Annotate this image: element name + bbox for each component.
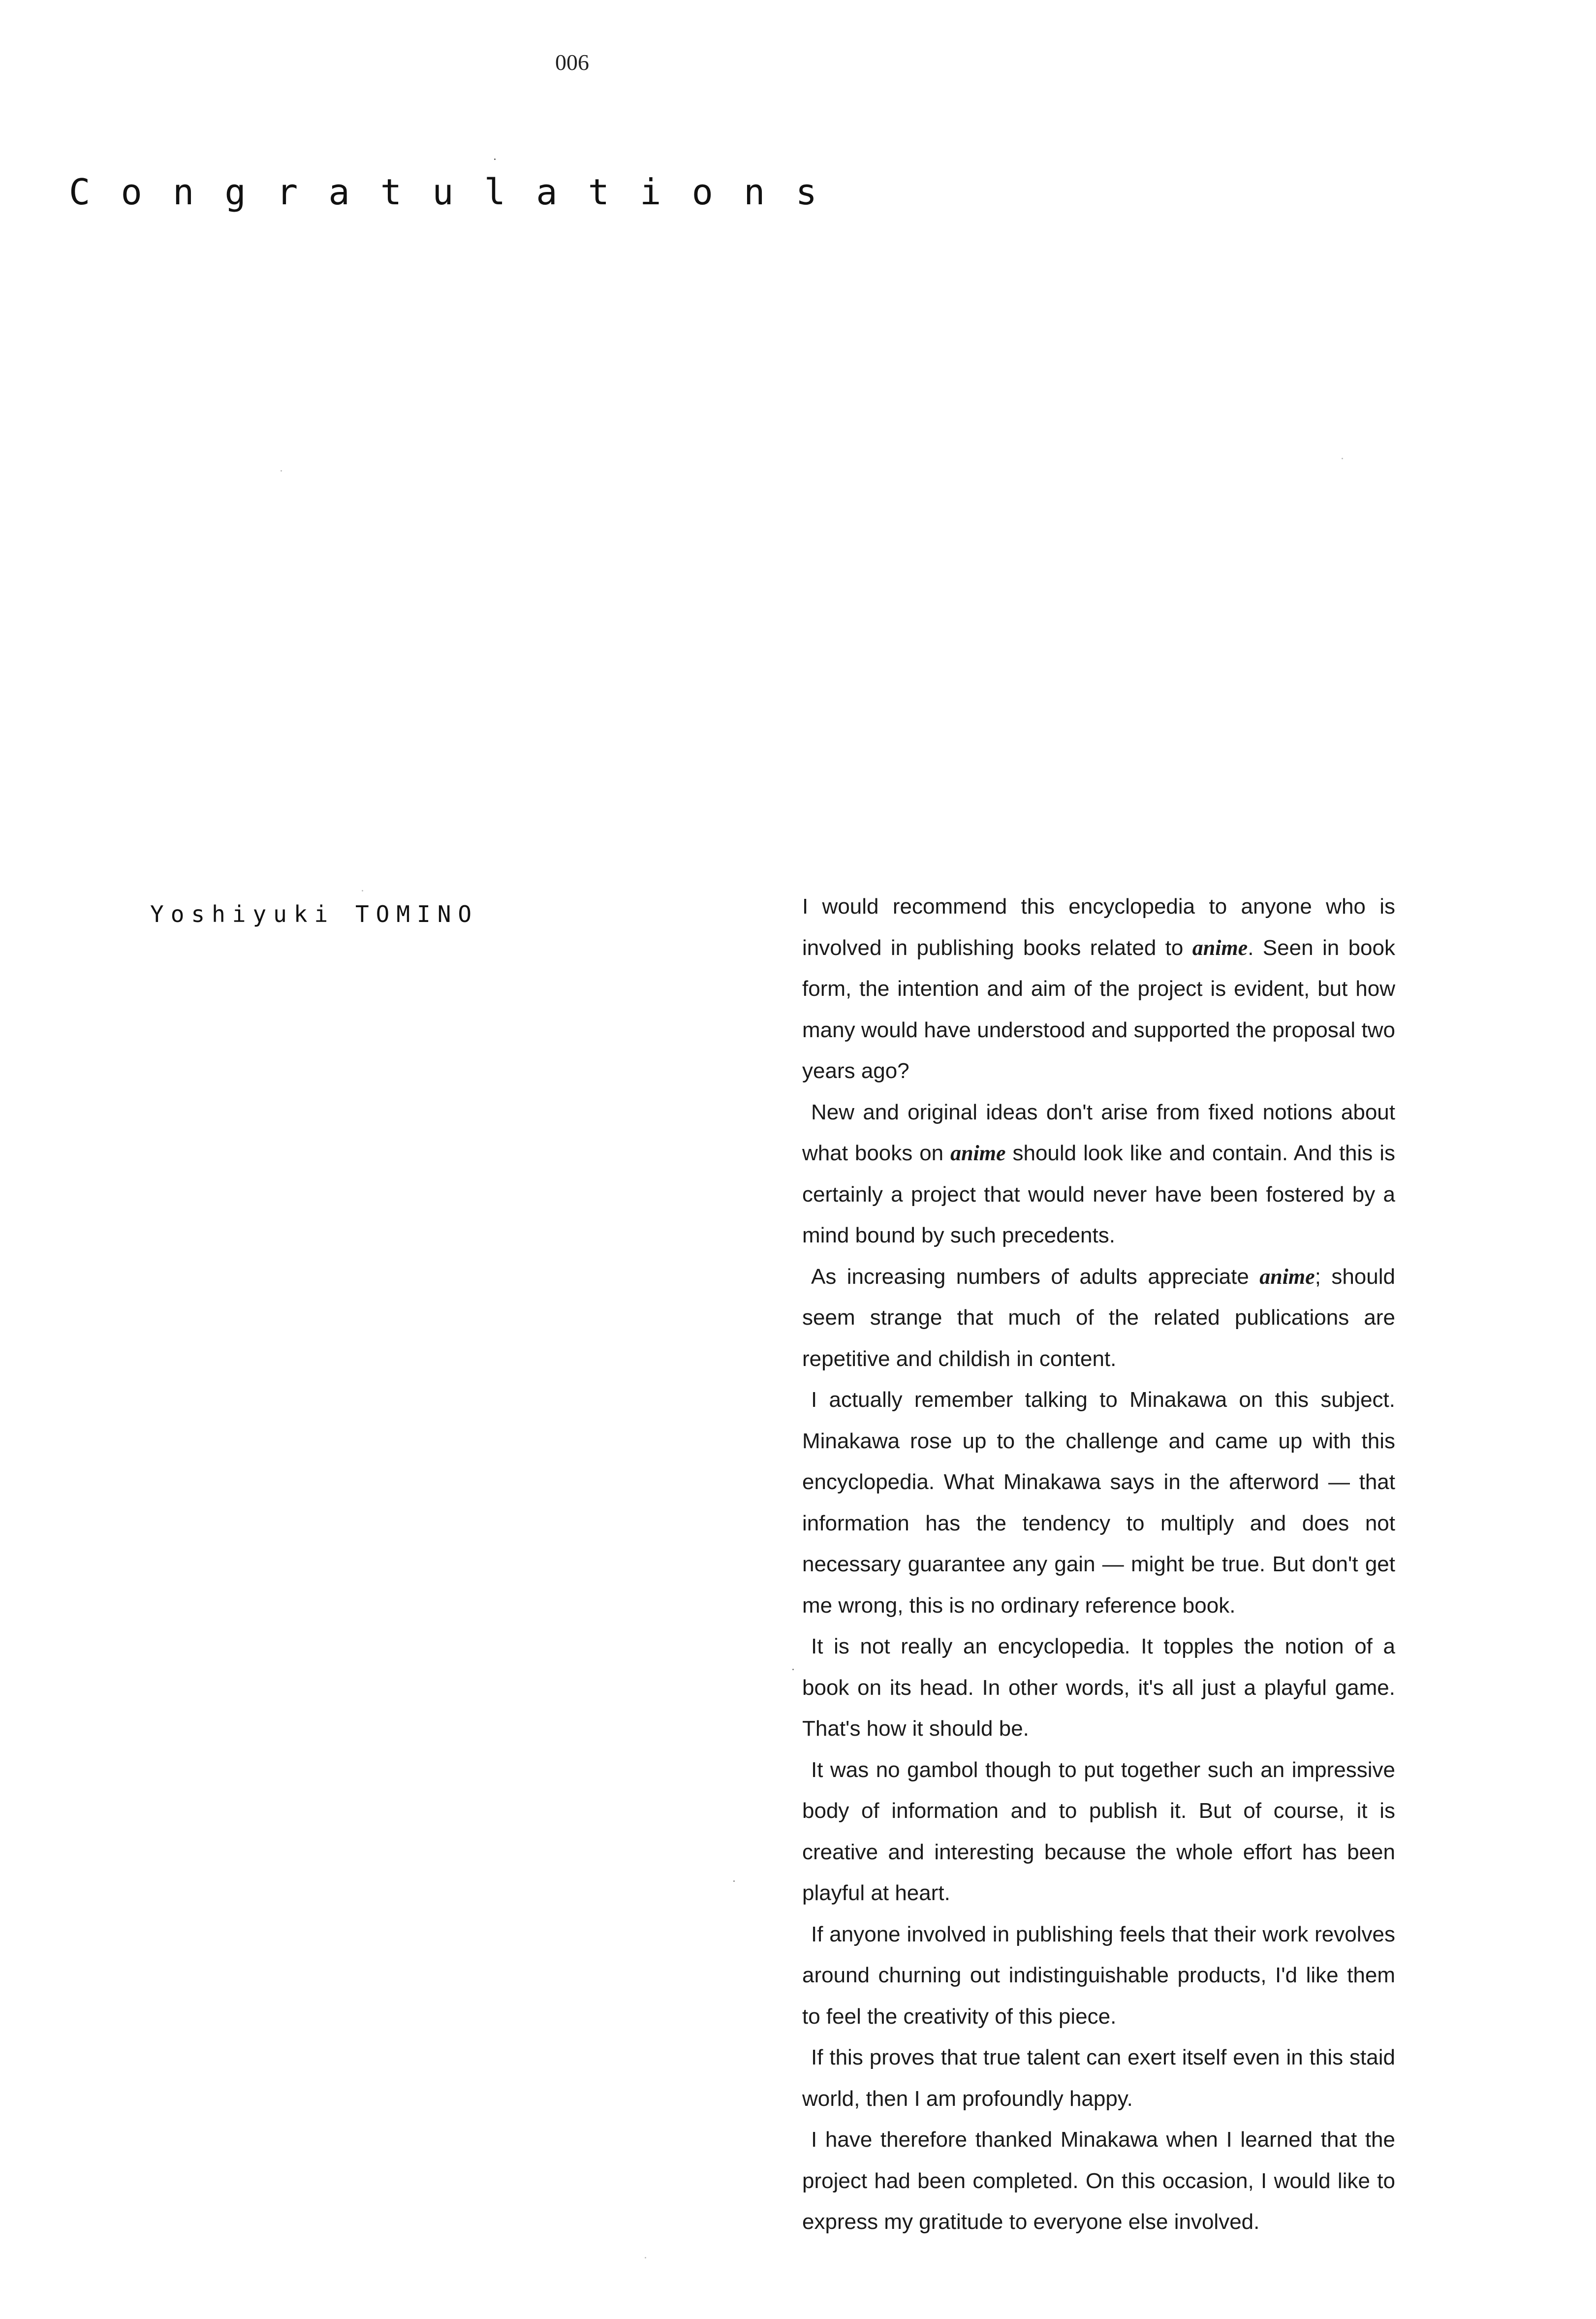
scan-speck xyxy=(792,1669,794,1670)
scan-speck xyxy=(281,470,282,472)
heading-letter: n xyxy=(744,171,765,213)
heading-letter: o xyxy=(121,171,142,213)
article-paragraph: If anyone involved in publishing feels that their work revolves around churning out indistinguishable products, I'd like them to feel the creativity of this piece. xyxy=(802,1922,1395,2029)
heading-letter: n xyxy=(172,171,194,213)
congratulations-heading xyxy=(69,170,817,214)
emphasis-anime: anime xyxy=(1192,935,1248,960)
article-paragraph: I would recommend this encyclopedia to anyone who is involved in publishing books related to anime. Seen in book form, the intention and aim of the project is evident, but how many would have understood and supported the proposal two years ago? xyxy=(802,894,1395,1083)
heading-letter: t xyxy=(380,171,402,213)
article-paragraph: I actually remember talking to Minakawa on this subject. Minakawa rose up to the challenge and came up with this encyclopedia. What Minakawa says in the afterword — that information has the tendency to multiply and does not necessary guarantee any gain — might be true. But don't get me wrong, this is no ordinary reference book. xyxy=(802,1388,1395,1618)
heading-letter: g xyxy=(224,171,246,213)
scan-speck xyxy=(362,890,363,891)
page-number: 006 xyxy=(555,50,589,75)
scan-speck xyxy=(1342,458,1343,459)
heading-letter: C xyxy=(69,171,91,213)
article-paragraph: It is not really an encyclopedia. It topples the notion of a book on its head. In other words, it's all just a playful game. That's how it should be. xyxy=(802,1634,1395,1741)
article-paragraph: As increasing numbers of adults appreciate anime; should seem strange that much of the related publications are repetitive and childish in content. xyxy=(802,1264,1395,1371)
heading-letter: a xyxy=(536,171,558,213)
scan-speck xyxy=(733,1880,735,1882)
article-body xyxy=(802,886,1395,2243)
scan-speck xyxy=(494,159,496,160)
heading-letter: a xyxy=(328,171,350,213)
heading-letter: l xyxy=(484,171,506,213)
scan-speck xyxy=(645,2257,646,2258)
heading-letter: o xyxy=(691,171,713,213)
article-paragraph: I have therefore thanked Minakawa when I learned that the project had been completed. On this occasion, I would like to express my gratitude to everyone else involved. xyxy=(802,2128,1395,2234)
author-name: Yoshiyuki TOMINO xyxy=(150,901,479,927)
emphasis-anime: anime xyxy=(950,1141,1006,1165)
heading-letter: u xyxy=(432,171,454,213)
heading-letter: s xyxy=(795,171,817,213)
emphasis-anime: anime xyxy=(1259,1264,1315,1289)
heading-letter: i xyxy=(640,171,661,213)
article-paragraph: If this proves that true talent can exert itself even in this staid world, then I am profoundly happy. xyxy=(802,2045,1395,2111)
article-paragraph: It was no gambol though to put together such an impressive body of information and to publish it. But of course, it is creative and interesting because the whole effort has been playful at heart. xyxy=(802,1757,1395,1905)
heading-letter: t xyxy=(588,171,610,213)
article-paragraph: New and original ideas don't arise from fixed notions about what books on anime should look like and contain. And this is certainly a project that would never have been fostered by a mind bound by such precedents. xyxy=(802,1100,1396,1247)
heading-letter: r xyxy=(276,171,298,213)
